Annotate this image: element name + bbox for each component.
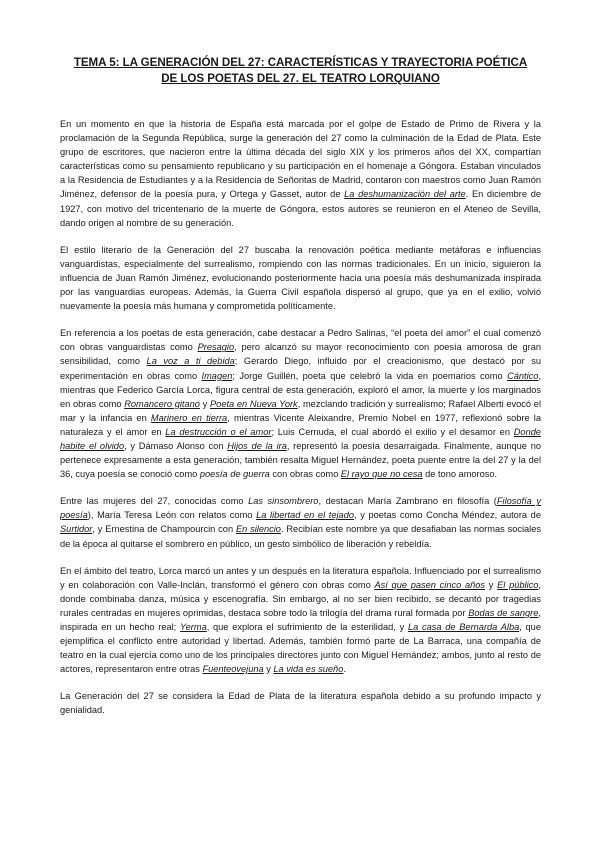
paragraph-theatre: En el ámbito del teatro, Lorca marcó un antes y un después en la literatura española. Influenciado por el surrealismo y en colaboración con Valle-Inclán, transformó el género con obras como Así que pasen cinco años y El público, donde combinaba danza, música y escenografía. Sin embargo, al no ser bien recibido, se decantó por tragedias rurales centradas en mujeres oprimidas, destaca sobre todo la trilogía del drama rural formada por Bodas de sangre, inspirada en un hecho real; Yerma, que explora el sufrimiento de la esterilidad, y La casa de Bernarda Alba, que ejemplifica el conflicto entre autoridad y libertad. Además, también formó parte de La Barraca, una compañía de teatro en la cual ejercía como uno de los principales directores junto con Miguel Hernández; ambos, junto al resto de actores, representaron entre otras Fuenteovejuna y La vida es sueño.	[60, 565, 541, 675]
work-title: El rayo que no cesa	[340, 469, 423, 480]
work-title: Marinero en tierra	[150, 412, 228, 423]
work-title: Hijos de la ira	[227, 440, 287, 451]
work-title: Donde habite el olvido	[60, 426, 542, 451]
paragraph-style: El estilo literario de la Generación del 27 buscaba la renovación poética mediante metáforas e influencias vanguardistas, especialmente del surrealismo, rompiendo con las normas tradicionales. En un inicio, siguieron la influencia de Juan Ramón Jiménez, evolucionando posteriormente hacia una poesía más deshumanizada inspirada por las vanguardias europeas. Además, la Guerra Civil española dispersó al grupo, que ya en el exilio, volvió nuevamente la poesía más humana y comprometida políticamente.	[60, 244, 541, 312]
work-title: Surtidor	[60, 524, 93, 535]
work-title: Fuenteovejuna	[202, 664, 264, 675]
work-title: El público	[497, 579, 539, 590]
title-line-1: TEMA 5: LA GENERACIÓN DEL 27: CARACTERÍSTICAS Y TRAYECTORIA POÉTICA	[73, 56, 528, 69]
title-line-2: DE LOS POETAS DEL 27. EL TEATRO LORQUIANO	[161, 72, 440, 85]
work-title: Poeta en Nueva York	[210, 398, 298, 409]
work-title: La vida es sueño	[273, 664, 344, 675]
paragraph-women: Entre las mujeres del 27, conocidas como Las sinsombrero, destacan María Zambrano en filosofía (Filosofía y poesía), María Teresa León con relatos como La libertad en el tejado, y poetas como Concha Méndez, autora de Surtidor, y Ernestina de Champourcin con En silencio. Recibían este nombre ya que desafiaban las normas sociales de la época al quitarse el sombrero en público, un gesto simbólico de liberación y rebeldía.	[60, 496, 542, 549]
emphasis-text: poesía de guerra	[199, 469, 270, 480]
paragraph-context: En un momento en que la historia de España está marcada por el golpe de Estado de Primo de Rivera y la proclamación de la Segunda República, surge la generación del 27 como la culminación de la Edad de Plata. Este grupo de escritores, que nacieron entre la última década del siglo XIX y los primeros años del XX, compartían características como su pensamiento republicano y su participación en el homenaje a Góngora. Estaban vinculados a la Residencia de Estudiantes y a la Residencia de Señoritas de Madrid, contaron con maestros como Juan Ramón Jiménez, defensor de la poesía pura, y Ortega y Gasset, autor de La deshumanización del arte. En diciembre de 1927, con motivo del tricentenario de la muerte de Góngora, estos autores se reunieron en el Ateneo de Sevilla, dando origen al nombre de su generación.	[60, 119, 541, 228]
work-title: La libertad en el tejado	[256, 510, 354, 521]
work-title: Bodas de sangre	[468, 607, 539, 618]
page-title	[60, 55, 541, 87]
work-title: La deshumanización del arte	[344, 189, 466, 200]
work-title: Yerma	[179, 622, 207, 632]
work-title: Así que pasen cinco años	[374, 579, 486, 590]
work-title: Romancero gitano	[124, 398, 200, 409]
work-title: La destrucción o el amor	[165, 426, 272, 437]
paragraph-poets: En referencia a los poetas de esta generación, cabe destacar a Pedro Salinas, “el poeta del amor” el cual comenzó con obras vanguardistas como Presagio, pero alcanzó su mayor reconocimiento con poesía amorosa de gran sensibilidad, como La voz a ti debida; Gerardo Diego, influido por el creacionismo, que destacó por su experimentación en obras como Imagen; Jorge Guillén, poeta que celebró la vida en poemarios como Cántico, mientras que Federico García Lorca, figura central de esta generación, exploró el amor, la muerte y los marginados en obras como Romancero gitano y Poeta en Nueva York, mezclando tradición y surrealismo; Rafael Alberti evocó el mar y la infancia en Marinero en tierra, mientras Vicente Aleixandre, Premio Nobel en 1977, reflexionó sobre la naturaleza y el amor en La destrucción o el amor; Luis Cernuda, el cual abordó el exilio y el desamor en Donde habite el olvido, y Dámaso Alonso con Hijos de la ira, representó la poesía desarraigada. Finalmente, aunque no pertenece expresamente a esta generación, también resalta Miguel Hernández, poeta puente entre la del 27 y la del 36, cuya poesía se conoció como poesía de guerra con obras como El rayo que no cesa de tono amoroso.	[60, 328, 542, 480]
work-title: En silencio	[235, 524, 281, 535]
work-title: La voz a ti debida	[146, 356, 235, 367]
work-title: Cántico	[507, 370, 539, 381]
paragraph-conclusion: La Generación del 27 se considera la Edad de Plata de la literatura española debido a su profundo impacto y genialidad.	[60, 691, 541, 716]
work-title: Presagio	[197, 342, 235, 353]
document-page	[60, 55, 541, 718]
work-title: Imagen	[201, 370, 233, 381]
emphasis-text: Las sinsombrero	[248, 496, 319, 507]
work-title: La casa de Bernarda Alba	[407, 622, 520, 632]
work-title: Filosofía y poesía	[60, 496, 541, 521]
